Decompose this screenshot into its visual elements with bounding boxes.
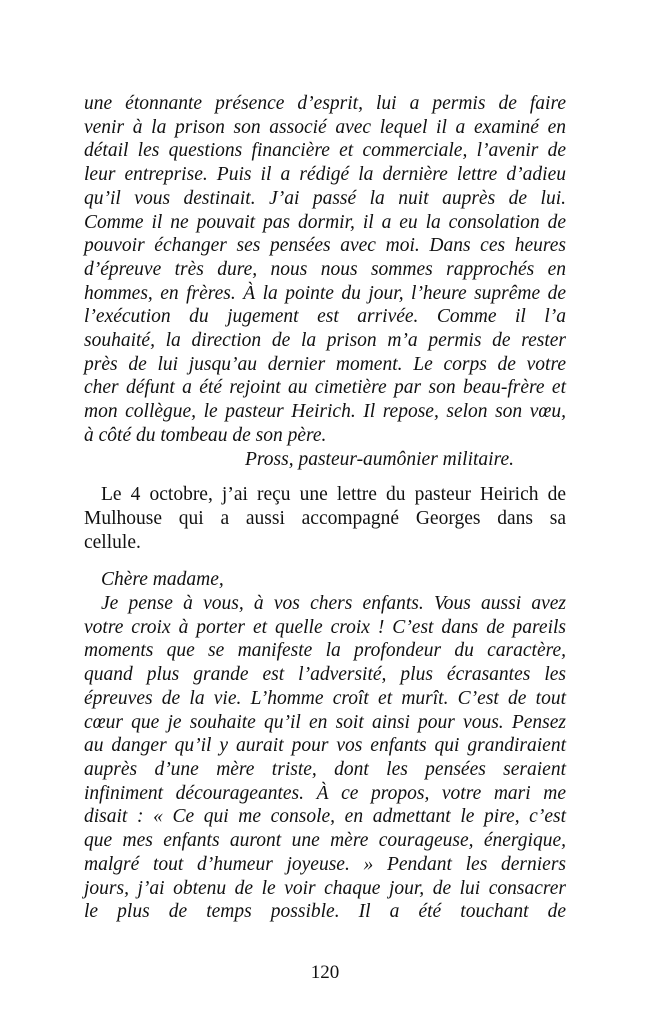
narration-paragraph xyxy=(84,483,566,554)
text-line: cœur que je souhaite qu’il en soit ainsi pour vous. Pensez xyxy=(84,711,566,733)
text-line: d’épreuve très dure, nous nous sommes rapprochés en xyxy=(84,258,566,280)
text-line: Je pense à vous, à vos chers enfants. Vous aussi avez xyxy=(101,593,566,615)
text-line: l’exécution du jugement est arrivée. Comme il l’a xyxy=(84,306,566,328)
text-line: souhaité, la direction de la prison m’a permis de rester xyxy=(84,330,566,352)
text-line: épreuves de la vie. L’homme croît et murît. C’est de tout xyxy=(84,687,566,709)
text-line: cher défunt a été rejoint au cimetière par son beau-frère et xyxy=(84,377,566,399)
text-line: mon collègue, le pasteur Heirich. Il repose, selon son vœu, xyxy=(84,401,566,423)
text-line: Le 4 octobre, j’ai reçu une lettre du pasteur Heirich de xyxy=(101,484,566,506)
text-line: détail les questions financière et commerciale, l’avenir de xyxy=(84,140,566,162)
text-line: Mulhouse qui a aussi accompagné Georges dans sa xyxy=(84,507,566,529)
text-line: venir à la prison son associé avec lequel il a examiné en xyxy=(84,116,566,138)
text-line: près de lui jusqu’au dernier moment. Le corps de votre xyxy=(84,353,566,375)
letter-heirich-body xyxy=(84,568,566,924)
page-body xyxy=(84,92,566,924)
text-line: infiniment décourageantes. À ce propos, votre mari me xyxy=(84,782,566,804)
text-line: que mes enfants auront une mère courageuse, énergique, xyxy=(84,830,566,852)
text-line: une étonnante présence d’esprit, lui a permis de faire xyxy=(84,93,566,114)
text-line: hommes, en frères. À la pointe du jour, l’heure suprême de xyxy=(84,282,566,304)
text-line: cellule. xyxy=(84,531,141,553)
letter-salutation: Chère madame, xyxy=(101,569,224,591)
page-number: 120 xyxy=(310,962,340,983)
text-line: qu’il vous destinait. J’ai passé la nuit auprès de lui. xyxy=(84,187,566,209)
letter-signature: Pross, pasteur-aumônier militaire. xyxy=(245,448,514,470)
text-line: leur entreprise. Puis il a rédigé la dernière lettre d’adieu xyxy=(84,164,566,186)
text-line: à côté du tombeau de son père. xyxy=(84,424,327,446)
text-line: Comme il ne pouvait pas dormir, il a eu la consolation de xyxy=(84,211,566,233)
text-line: malgré tout d’humeur joyeuse. » Pendant les derniers xyxy=(84,853,566,875)
text-line: disait : « Ce qui me console, en admettant le pire, c’est xyxy=(84,806,566,828)
text-line: auprès d’une mère triste, dont les pensées seraient xyxy=(84,758,566,780)
text-line: au danger qu’il y aurait pour vos enfants qui grandiraient xyxy=(84,735,566,757)
text-line: votre croix à porter et quelle croix ! C’est dans de pareils xyxy=(84,616,566,638)
text-line: quand plus grande est l’adversité, plus écrasantes les xyxy=(84,664,566,686)
text-line: moments que se manifeste la profondeur du caractère, xyxy=(84,640,566,662)
text-line: jours, j’ai obtenu de le voir chaque jour, de lui consacrer xyxy=(84,877,566,899)
text-line: le plus de temps possible. Il a été touchant de xyxy=(84,901,566,923)
letter-pross-body xyxy=(84,92,566,471)
text-line: pouvoir échanger ses pensées avec moi. Dans ces heures xyxy=(84,235,566,257)
